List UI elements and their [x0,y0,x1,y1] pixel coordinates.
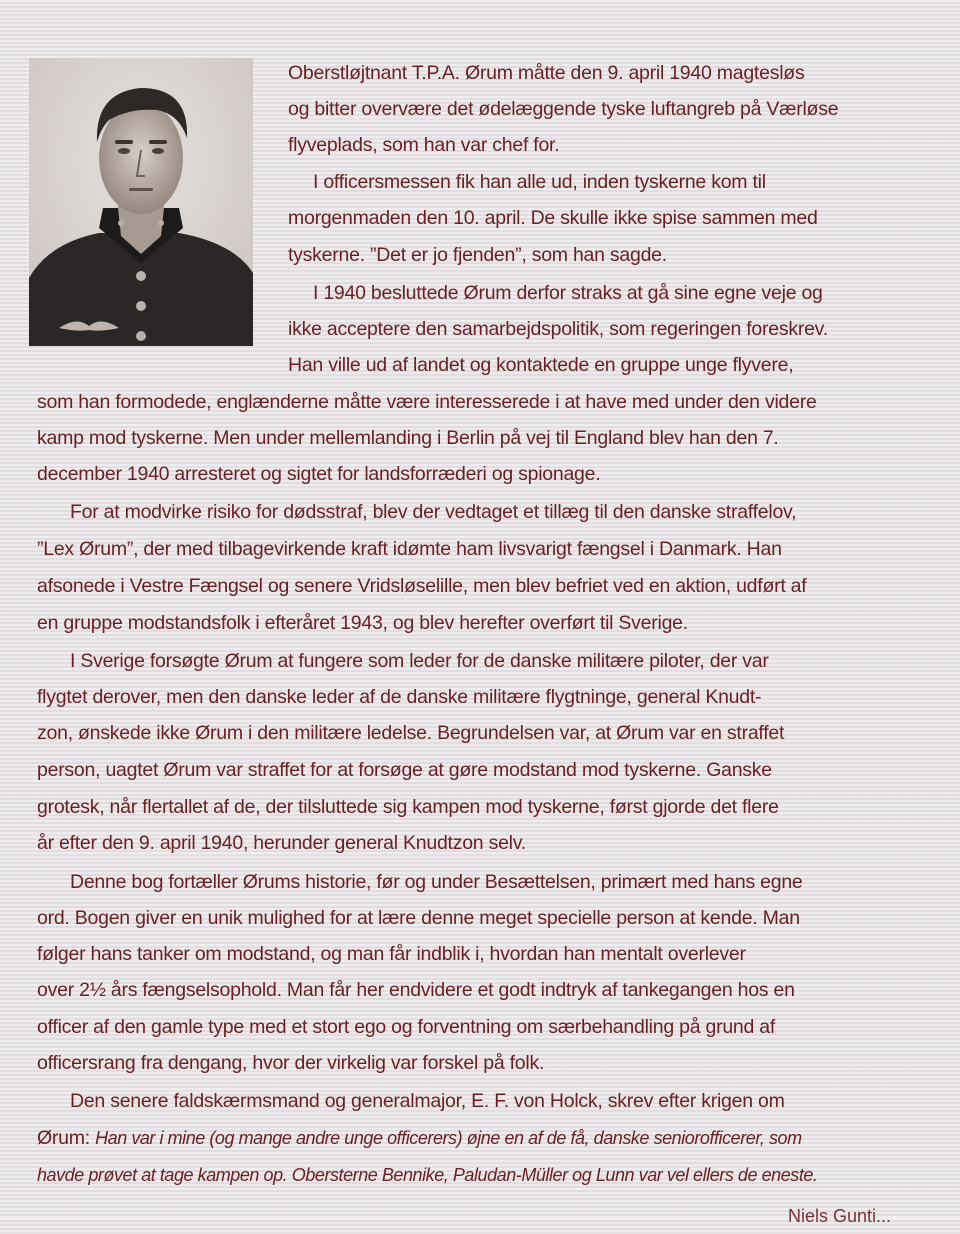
text-line: december 1940 arresteret og sigtet for landsforræderi og spionage. [37,463,601,485]
quote-lead: Ørum: [37,1127,90,1149]
quote-text: Han var i mine (og mange andre unge officerers) øjne en af de få, danske seniorofficerer, som [95,1128,802,1148]
portrait-photo-icon [29,58,253,346]
text-line: tyskerne. ”Det er jo fjenden”, som han sagde. [288,244,667,266]
text-line: officer af den gamle type med et stort ego og forventning om særbehandling på grund af [37,1016,776,1038]
text-line: grotesk, når flertallet af de, der tilsluttede sig kampen mod tyskerne, først gjorde det flere [37,796,779,818]
text-line: flyveplads, som han var chef for. [288,134,560,156]
text-line: I 1940 besluttede Ørum derfor straks at gå sine egne veje og [313,282,823,304]
text-line: afsonede i Vestre Fængsel og senere Vridsløselille, men blev befriet ved en aktion, udført af [37,575,807,597]
text-line: ”Lex Ørum”, der med tilbagevirkende kraft idømte ham livsvarigt fængsel i Danmark. Han [37,538,782,560]
text-line: over 2½ års fængselsophold. Man får her endvidere et godt indtryk af tankegangen hos en [37,979,795,1001]
text-line: følger hans tanker om modstand, og man får indblik i, hvordan han mentalt overlever [37,943,746,965]
text-line: kamp mod tyskerne. Men under mellemlanding i Berlin på vej til England blev han den 7. [37,427,779,449]
text-line: ikke acceptere den samarbejdspolitik, som regeringen foreskrev. [288,318,828,340]
text-line: I Sverige forsøgte Ørum at fungere som leder for de danske militære piloter, der var [70,650,769,672]
text-line: officersrang fra dengang, hvor der virkelig var forskel på folk. [37,1052,545,1074]
text-line: I officersmessen fik han alle ud, inden tyskerne kom til [313,171,766,193]
author-signature: Niels Gunti... [788,1206,892,1226]
text-line: Oberstløjtnant T.P.A. Ørum måtte den 9. april 1940 magtesløs [288,62,805,84]
quote-line: havde prøvet at tage kampen op. Obersterne Bennike, Paludan-Müller og Lunn var vel ellers de eneste. [37,1165,818,1185]
text-line: morgenmaden den 10. april. De skulle ikke spise sammen med [288,207,818,229]
quote-line [37,1120,802,1156]
text-line: Han ville ud af landet og kontaktede en gruppe unge flyvere, [288,354,794,376]
text-line: en gruppe modstandsfolk i efteråret 1943, og blev herefter overført til Sverige. [37,612,688,634]
text-line: som han formodede, englænderne måtte være interesserede i at have med under den videre [37,391,817,413]
text-line: person, uagtet Ørum var straffet for at forsøge at gøre modstand mod tyskerne. Ganske [37,759,772,781]
text-line: og bitter overvære det ødelæggende tyske luftangreb på Værløse [288,98,839,120]
text-line: flygtet derover, men den danske leder af de danske militære flygtninge, general Knudt- [37,686,762,708]
text-line: ord. Bogen giver en unik mulighed for at lære denne meget specielle person at kende. Man [37,907,800,929]
text-line: For at modvirke risiko for dødsstraf, blev der vedtaget et tillæg til den danske straffelov, [70,501,797,523]
text-line: Den senere faldskærmsmand og generalmajor, E. F. von Holck, skrev efter krigen om [70,1090,785,1112]
portrait-photo [29,58,253,346]
text-line: zon, ønskede ikke Ørum i den militære ledelse. Begrundelsen var, at Ørum var en straffet [37,722,785,744]
text-line: Denne bog fortæller Ørums historie, før og under Besættelsen, primært med hans egne [70,871,803,893]
text-line: år efter den 9. april 1940, herunder general Knudtzon selv. [37,832,526,854]
